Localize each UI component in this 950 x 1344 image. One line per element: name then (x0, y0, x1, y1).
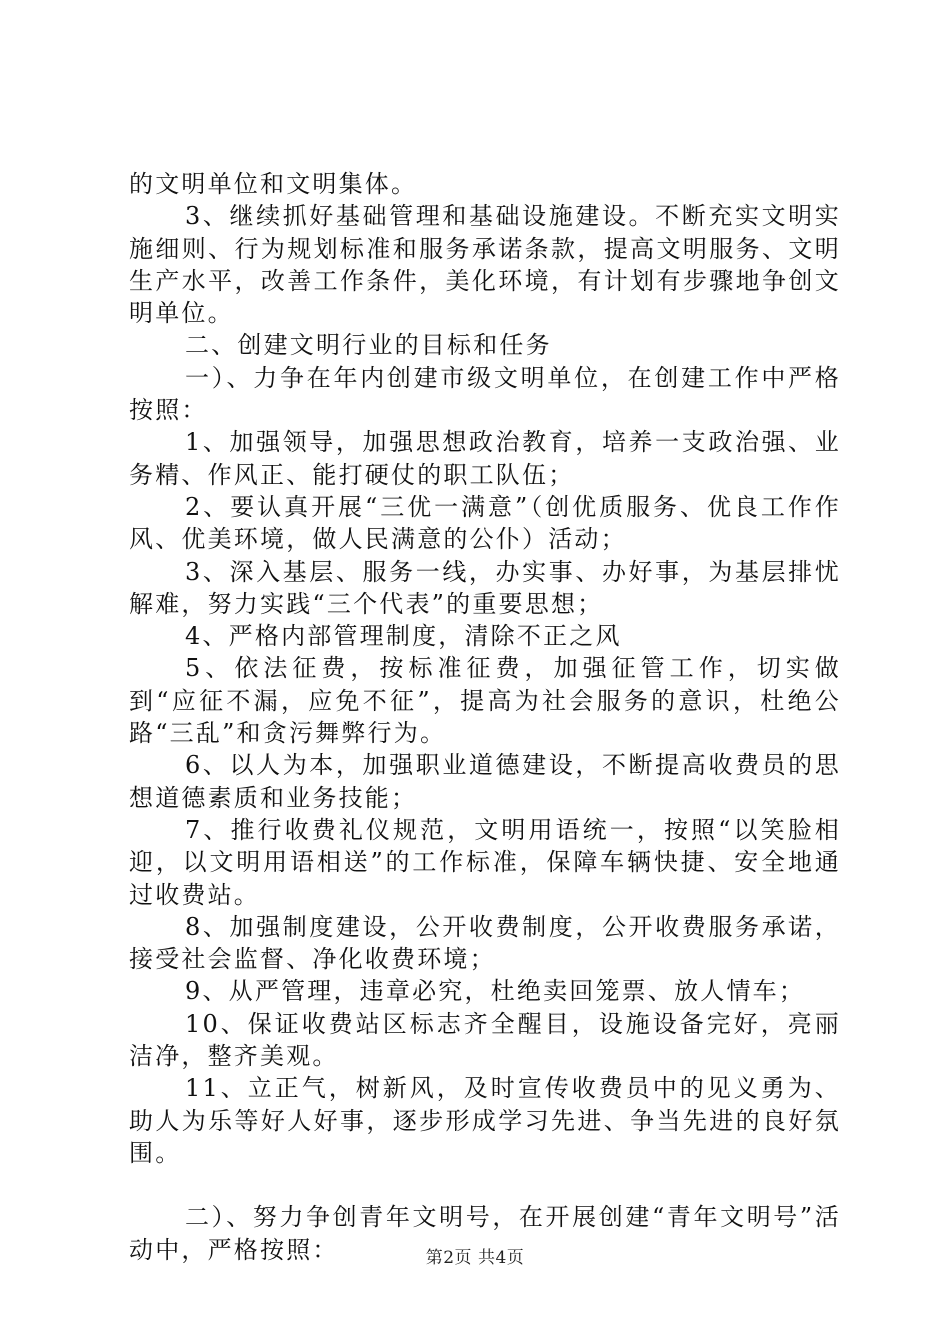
subsection-heading-1: 一）、力争在年内创建市级文明单位，在创建工作中严格按照： (129, 363, 841, 425)
list-item-8: 8、加强制度建设，公开收费制度，公开收费服务承诺，接受社会监督、净化收费环境； (129, 912, 841, 974)
list-item-4: 4、严格内部管理制度，清除不正之风 (185, 622, 622, 651)
paragraph-continuation: 的文明单位和文明集体。 (129, 170, 418, 198)
list-item-3: 3、深入基层、服务一线，办实事、办好事，为基层排忧解难，努力实践“三个代表”的重要思想； (129, 557, 841, 618)
list-item-5: 5、依法征费，按标准征费，加强征管工作，切实做到“应征不漏，应免不征”，提高为社会服务的意识，杜绝公路“三乱”和贪污舞弊行为。 (129, 654, 841, 748)
paragraph-item-3: 3、继续抓好基础管理和基础设施建设。不断充实文明实施细则、行为规划标准和服务承诺条款，提高文明服务、文明生产水平，改善工作条件，美化环境，有计划有步骤地争创文明单位。 (129, 202, 841, 328)
list-item-11: 11、立正气，树新风，及时宣传收费员中的见义勇为、助人为乐等好人好事，逐步形成学习先进、争当先进的良好氛围。 (129, 1074, 841, 1167)
document-body (129, 168, 841, 1266)
page-number-footer: 第2页 共4页 (425, 1248, 525, 1268)
paragraph-gap (129, 1169, 841, 1201)
list-item-10: 10、保证收费站区标志齐全醒目，设施设备完好，亮丽洁净，整齐美观。 (129, 1009, 841, 1071)
subsection-heading-2: 二）、努力争创青年文明号，在开展创建“青年文明号”活动中，严格按照： (129, 1203, 841, 1264)
list-item-2: 2、要认真开展“三优一满意”（创优质服务、优良工作作风、优美环境，做人民满意的公仆）活动； (129, 492, 841, 554)
list-item-7: 7、推行收费礼仪规范，文明用语统一，按照“以笑脸相迎，以文明用语相送”的工作标准，保障车辆快捷、安全地通过收费站。 (129, 815, 841, 909)
list-item-9: 9、从严管理，违章必究，杜绝卖回笼票、放人情车； (185, 977, 806, 1006)
list-item-1: 1、加强领导，加强思想政治教育，培养一支政治强、业务精、作风正、能打硬仗的职工队伍； (129, 428, 841, 489)
list-item-6: 6、以人为本，加强职业道德建设，不断提高收费员的思想道德素质和业务技能； (129, 751, 841, 812)
section-heading: 二、创建文明行业的目标和任务 (185, 331, 552, 360)
